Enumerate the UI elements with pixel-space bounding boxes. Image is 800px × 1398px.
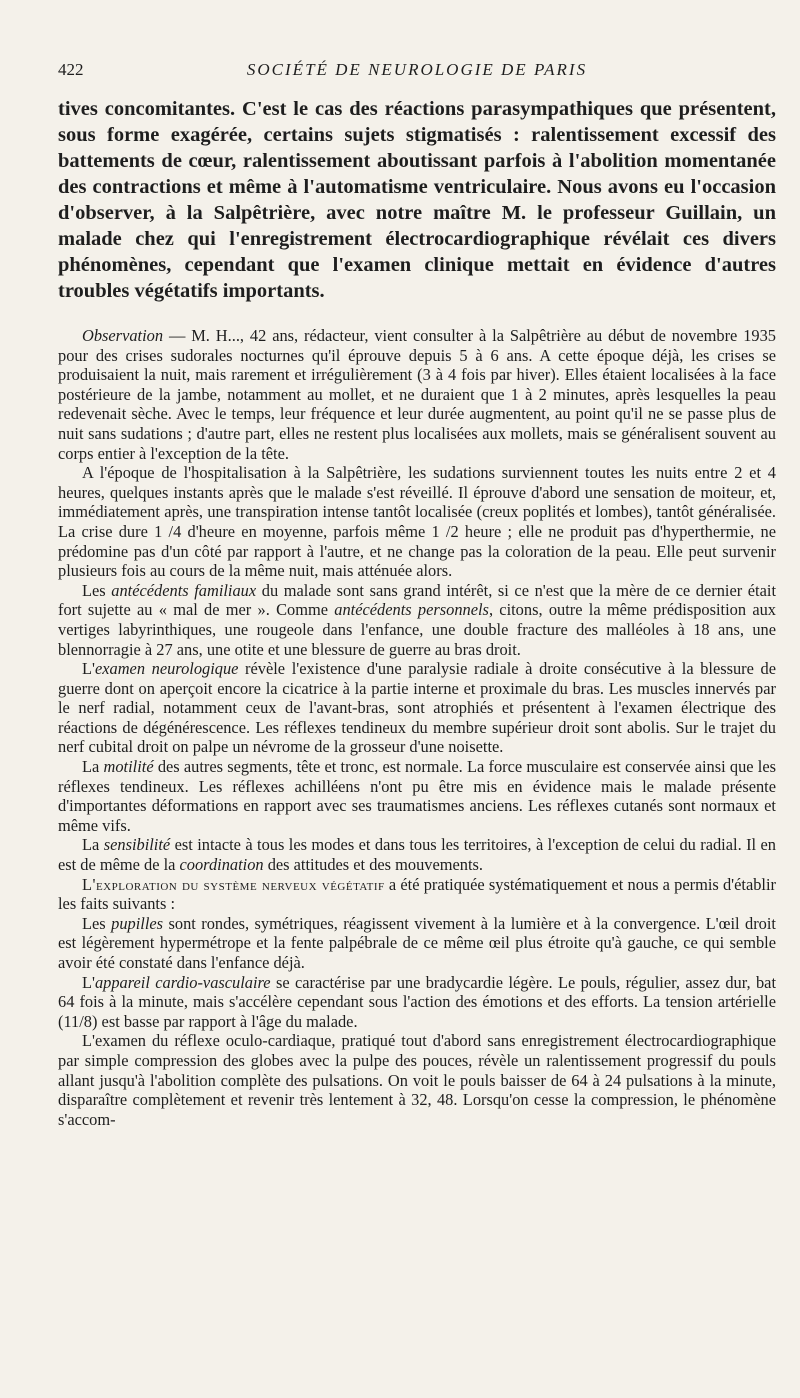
antecedents-familiaux-term: antécédents familiaux xyxy=(111,580,257,600)
observation-label: Observation xyxy=(82,326,164,345)
sensibilite-term: sensibilité xyxy=(103,835,171,855)
hospitalisation-text: A l'époque de l'hospitalisation à la Salpêtrière, les sudations surviennent toutes les nuits entre 2 et 4 heures, quelques instants après que le malade s'est réveillé. Il éprouve d'abord une sensation de moiteur, et, immédiatement après, une transpiration intense tantôt localisée (creux poplités et lombes), tantôt généralisée. La crise dure 1 /4 d'heure en moyenne, parfois même 1 /2 heure ; elle ne produit pas d'hyperthermie, ne prédomine pas d'un côté par rapport à l'autre, et ne change pas la coloration de la peau. Elle peut survenir plusieurs fois au cours de la même nuit, mais atténuée alors. xyxy=(58,463,776,581)
pupilles-term: pupilles xyxy=(111,913,164,933)
paragraph-exploration xyxy=(58,875,776,914)
paragraph-motilite xyxy=(58,757,776,835)
examen-neurologique-term: examen neurologique xyxy=(94,659,239,679)
pupilles-text-1: Les xyxy=(82,913,112,933)
sensibilite-text-3: des attitudes et des mouvements. xyxy=(263,855,484,875)
motilite-text-2: des autres segments, tête et tronc, est normale. La force musculaire est conservée ainsi que les réflexes tendineux. Les réflexes achilléens n'ont pu être mis en évidence mais le malade présente d'importantes déformations en rapport avec ses traumatismes anciens. Les réflexes cutanés sont normaux et même vifs. xyxy=(58,757,776,835)
paragraph-hospitalisation xyxy=(58,463,776,581)
paragraph-sensibilite xyxy=(58,835,776,874)
coordination-term: coordination xyxy=(179,855,264,875)
exploration-text: a été pratiquée systématiquement et nous a permis d'établir les faits suivants : xyxy=(58,874,776,914)
antecedents-text-1: Les xyxy=(82,580,112,600)
paragraph-antecedents xyxy=(58,581,776,659)
examen-text-2: révèle l'existence d'une paralysie radiale à droite consécutive à la blessure de guerre dont on aperçoit encore la cicatrice à la partie interne et proximale du bras. Les muscles innervés par le nerf radial, notamment ceux de l'avant-bras, sont atrophiés et présentent à l'examen électrique des réactions de dégénérescence. Les réflexes tendineux du membre supérieur droit sont abolis. Sur le trajet du nerf cubital droit on palpe un névrome de la grosseur d'une noisette. xyxy=(58,659,777,757)
sensibilite-text-1: La xyxy=(82,835,104,855)
lead-paragraph: tives concomitantes. C'est le cas des réactions parasympathiques que présentent, sous forme exagérée, certains sujets stigmatisés : ralentissement excessif des battements de cœur, ralentissement aboutissant parfois à l'abolition momentanée des contractions et même à l'automatisme ventriculaire. Nous avons eu l'occasion d'observer, à la Salpêtrière, avec notre maître M. le professeur Guillain, un malade chez qui l'enregistrement électrocardiographique révélait ces divers phénomènes, cependant que l'examen clinique mettait en évidence d'autres troubles végétatifs importants. xyxy=(58,98,776,302)
paragraph-cardio-vasculaire xyxy=(58,973,776,1032)
page-number: 422 xyxy=(58,60,84,79)
antecedents-text-3: , citons, outre la même prédisposition aux vertiges labyrinthiques, une rougeole dans l'enfance, une double fracture des malléoles à 18 ans, une blennorragie à 27 ans, une otite et une blessure de guerre au bras droit. xyxy=(58,600,776,659)
appareil-cardio-vasculaire-term: appareil cardio-vasculaire xyxy=(94,972,271,992)
examen-text-1: L' xyxy=(82,659,95,679)
reflexe-oculo-cardiaque-text: L'examen du réflexe oculo-cardiaque, pratiqué tout d'abord sans enregistrement électrocardiographique par simple compression des globes avec la pulpe des pouces, révèle un ralentissement progressif du pouls allant jusqu'à l'abolition complète des pulsations. On voit le pouls baisser de 64 à 24 pulsations à la minute, disparaître complètement et revenir très lentement à 32, 48. Lorsqu'on cesse la compression, le phénomène s'accom- xyxy=(58,1031,776,1129)
antecedents-text-2: du malade sont sans grand intérêt, si ce n'est que la mère de ce dernier était fort sujette au « mal de mer ». Comme xyxy=(58,580,776,620)
running-title: SOCIÉTÉ DE NEUROLOGIE DE PARIS xyxy=(246,60,588,79)
body-text xyxy=(58,326,776,1129)
sensibilite-text-2: est intacte à tous les modes et dans tous les territoires, à l'exception de celui du radial. Il en est de même de la xyxy=(58,835,776,875)
cardio-text-1: L' xyxy=(82,972,95,992)
cardio-text-2: se caractérise par une bradycardie légère. Le pouls, régulier, assez dur, bat 64 fois à la minute, mais s'accélère cependant sous l'action des émotions et des efforts. La tension artérielle (11/8) est basse par rapport à l'âge du malade. xyxy=(58,972,776,1031)
paragraph-observation xyxy=(58,326,776,463)
observation-text: — M. H..., 42 ans, rédacteur, vient consulter à la Salpêtrière au début de novembre 1935 pour des crises sudorales nocturnes qu'il éprouve depuis 5 à 6 ans. A cette époque déjà, les crises se produisaient la nuit, mais rarement et irrégulièrement (3 à 4 fois par hiver). Elles étaient localisées à la face postérieure de la jambe, notamment au mollet, et ne duraient que 1 à 2 minutes, après lesquelles la peau redevenait sèche. Avec le temps, leur fréquence et leur durée augmentent, au point qu'il ne se passe plus de nuit sans sudations ; d'autre part, elles ne restent plus localisées aux mollets, mais se généralisent souvent au corps entier à l'exception de la tête. xyxy=(58,326,776,463)
page-header xyxy=(58,60,776,86)
pupilles-text-2: sont rondes, symétriques, réagissent vivement à la lumière et à la convergence. L'œil droit est légèrement hypermétrope et la fente palpébrale de ce même œil plus étroite qu'à gauche, ce qui semble avoir été constaté dans l'enfance déjà. xyxy=(58,913,776,972)
motilite-text-1: La xyxy=(82,757,104,777)
paragraph-reflexe-oculo-cardiaque xyxy=(58,1031,776,1129)
exploration-heading: L'exploration du système nerveux végétatif xyxy=(82,874,385,894)
motilite-term: motilité xyxy=(103,757,154,777)
paragraph-pupilles xyxy=(58,914,776,973)
antecedents-personnels-term: antécédents personnels xyxy=(334,600,489,620)
paragraph-examen-neurologique xyxy=(58,659,776,757)
